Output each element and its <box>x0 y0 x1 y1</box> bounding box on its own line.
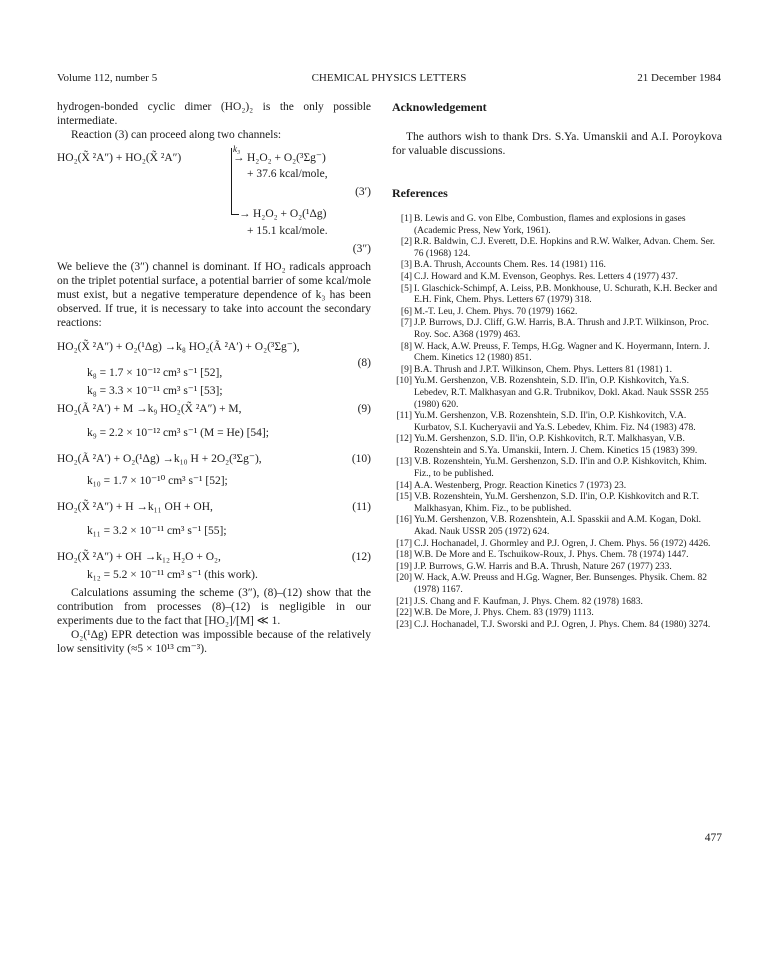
equation-11-number: (11) <box>352 501 371 513</box>
reference-text: R.R. Baldwin, C.J. Everett, D.E. Hopkins and R.W. Walker, Advan. Chem. Ser. 76 (1968) 124. <box>414 237 715 259</box>
reference-number: [5] <box>400 283 412 294</box>
reference-number: [16] <box>396 515 412 526</box>
reaction-3-branch <box>57 144 371 242</box>
reference-number: [19] <box>396 561 412 572</box>
reference-text: Yu.M. Gershenzon, V.B. Rozenshtein, S.D. Il'in, O.P. Kishkovitch, Ya.S. Lebedev, R.T. Malkhasyan and G.R. Trubnikov, Dokl. Akad. Nauk SSSR 255 (1980) 620. <box>414 376 709 410</box>
issue-date: 21 December 1984 <box>637 72 721 84</box>
reaction-3-products-2: H₂O₂ + O₂(¹Δg) <box>253 208 327 220</box>
reference-number: [1] <box>400 214 412 224</box>
reference-number: [9] <box>400 364 412 375</box>
reference-item <box>392 318 722 341</box>
reference-item <box>392 376 722 411</box>
reference-number: [6] <box>400 306 412 317</box>
branch-line <box>231 148 232 214</box>
reference-text: C.J. Hochanadel, J. Ghormley and P.J. Ogren, J. Chem. Phys. 56 (1972) 4426. <box>414 538 711 549</box>
reference-text: V.B. Rozenshtein, Yu.M. Gershenzon, S.D. Il'in and O.P. Kishkovitch, Khim. Fiz., to be published. <box>414 457 707 480</box>
reaction-3-reactants: HO₂(X̃ ²A″) + HO₂(X̃ ²A″) <box>57 152 182 164</box>
reference-number: [15] <box>396 492 412 503</box>
reference-text: B. Lewis and G. von Elbe, Combustion, flames and explosions in gases (Academic Press, New York, 1961). <box>414 214 686 236</box>
rate-k8-2: k₈ = 3.3 × 10⁻¹¹ cm³ s⁻¹ [53]; <box>87 385 223 397</box>
reference-item <box>392 620 722 632</box>
reference-item <box>392 272 722 284</box>
reaction-3-rate-label: k₃ <box>233 144 241 154</box>
reference-item <box>392 284 722 307</box>
equation-11 <box>57 500 371 516</box>
paragraph-calculations: Calculations assuming the scheme (3″), (8)–(12) show that the contribution from processes (8)–(12) is negligible in our experiments due to the fact that [HO₂]/[M] ≪ 1. <box>57 587 371 627</box>
equation-12-number: (12) <box>351 551 371 563</box>
equation-11-text: HO₂(X̃ ²A″) + H →k₁₁ OH + OH, <box>57 501 213 513</box>
left-column <box>57 100 371 656</box>
reference-number: [11] <box>396 411 412 422</box>
equation-12-text: HO₂(X̃ ²A″) + OH →k₁₂ H₂O + O₂, <box>57 551 221 563</box>
equation-9-text: HO₂(Ã ²A′) + M →k₉ HO₂(X̃ ²A″) + M, <box>57 403 242 415</box>
reference-number: [13] <box>396 457 412 468</box>
reference-number: [7] <box>400 318 412 329</box>
rate-k12: k₁₂ = 5.2 × 10⁻¹¹ cm³ s⁻¹ (this work). <box>87 569 258 581</box>
reference-item <box>392 492 722 515</box>
reference-item <box>392 457 722 480</box>
references-heading: References <box>392 186 448 200</box>
reference-number: [2] <box>400 237 412 248</box>
reference-text: B.A. Thrush and J.P.T. Wilkinson, Chem. Phys. Letters 81 (1981) 1. <box>414 364 672 375</box>
reference-number: [4] <box>400 271 412 282</box>
equation-8-text: HO₂(X̃ ²A″) + O₂(¹Δg) →k₈ HO₂(Ã ²A′) + O₂(³Σg⁻), <box>57 341 300 353</box>
reference-number: [20] <box>396 573 412 584</box>
reference-number: [8] <box>400 341 412 352</box>
journal-name: CHEMICAL PHYSICS LETTERS <box>311 72 467 84</box>
reference-text: Yu.M. Gershenzon, S.D. Il'in, O.P. Kishkovitch, R.T. Malkhasyan, V.B. Rozenshtein and S.Ya. Umanskii, Intern. J. Chem. Kinetics 15 (1983) 399. <box>414 434 698 456</box>
volume-info: Volume 112, number 5 <box>57 72 158 84</box>
reference-text: C.J. Hochanadel, T.J. Sworski and P.J. Ogren, J. Phys. Chem. 84 (1980) 3274. <box>414 619 711 630</box>
reference-text: W.B. De More, J. Phys. Chem. 83 (1979) 1113. <box>414 608 594 619</box>
rate-k9: k₉ = 2.2 × 10⁻¹² cm³ s⁻¹ (M = He) [54]; <box>87 427 269 439</box>
reference-item <box>392 597 722 609</box>
equation-10 <box>57 452 371 468</box>
reference-text: I. Glaschick-Schimpf, A. Leiss, P.B. Monkhouse, U. Schurath, K.H. Becker and E.H. Fink, Chem. Phys. Letters 67 (1979) 318. <box>414 283 718 306</box>
reference-item <box>392 515 722 538</box>
equation-8-number-row <box>57 356 371 372</box>
reference-number: [12] <box>396 434 412 445</box>
reference-text: W. Hack, A.W. Preuss and H.Gg. Wagner, Ber. Bunsenges. Physik. Chem. 82 (1978) 1167. <box>414 573 707 595</box>
reference-text: W.B. De More and E. Tschuikow-Roux, J. Phys. Chem. 78 (1974) 1447. <box>414 550 689 561</box>
reference-text: J.P. Burrows, G.W. Harris and B.A. Thrush, Nature 267 (1977) 233. <box>414 561 672 572</box>
reference-number: [17] <box>396 538 412 549</box>
reaction-3-energy-2: + 15.1 kcal/mole. <box>247 225 328 237</box>
rate-k11: k₁₁ = 3.2 × 10⁻¹¹ cm³ s⁻¹ [55]; <box>87 525 227 537</box>
reaction-3-products-1: H₂O₂ + O₂(³Σg⁻) <box>247 152 326 164</box>
right-column <box>392 100 722 631</box>
reference-item <box>392 307 722 319</box>
reaction-3b-number: (3″) <box>352 243 371 255</box>
equation-8 <box>57 340 371 356</box>
equation-12 <box>57 550 371 566</box>
reference-item <box>392 550 722 562</box>
paragraph-intermediate: hydrogen-bonded cyclic dimer (HO₂)₂ is the only possible intermediate. <box>57 101 371 127</box>
rate-k8-1: k₈ = 1.7 × 10⁻¹² cm³ s⁻¹ [52], <box>87 367 223 379</box>
reference-item <box>392 573 722 596</box>
equation-8-number: (8) <box>357 357 371 369</box>
branch-line-horizontal <box>231 214 239 215</box>
arrow-right-icon: → <box>239 208 251 220</box>
reference-text: M.-T. Leu, J. Chem. Phys. 70 (1979) 1662. <box>414 306 578 317</box>
reference-item <box>392 562 722 574</box>
reaction-3a-number: (3′) <box>355 186 371 198</box>
equation-10-number: (10) <box>351 453 371 465</box>
reference-number: [3] <box>400 260 412 271</box>
reference-number: [18] <box>396 550 412 561</box>
reference-item <box>392 237 722 260</box>
equation-9 <box>57 402 371 418</box>
acknowledgement-text: The authors wish to thank Drs. S.Ya. Umanskii and A.I. Poroykova for valuable discussions. <box>392 131 722 157</box>
rate-k10: k₁₀ = 1.7 × 10⁻¹⁰ cm³ s⁻¹ [52]; <box>87 475 228 487</box>
acknowledgement-heading: Acknowledgement <box>392 100 487 114</box>
reference-text: A.A. Westenberg, Progr. Reaction Kinetics 7 (1973) 23. <box>414 480 627 491</box>
reference-number: [21] <box>396 596 412 607</box>
reference-number: [22] <box>396 608 412 619</box>
reference-number: [23] <box>396 619 412 630</box>
reference-item <box>392 608 722 620</box>
reference-item <box>392 434 722 457</box>
reference-text: B.A. Thrush, Accounts Chem. Res. 14 (1981) 116. <box>414 260 606 271</box>
reaction-3-energy-1: + 37.6 kcal/mole, <box>247 168 328 180</box>
paragraph-epr: O₂(¹Δg) EPR detection was impossible because of the relatively low sensitivity (≈5 × 10¹³ cm⁻³). <box>57 629 371 655</box>
reference-list <box>392 214 722 631</box>
reference-item <box>392 214 722 237</box>
arrow-right-icon: → <box>233 152 245 164</box>
reference-item <box>392 539 722 551</box>
reference-text: V.B. Rozenshtein, Yu.M. Gershenzon, S.D. Il'in, O.P. Kishkovitch and R.T. Malkhasyan, Khim. Fiz., to be published. <box>414 492 699 514</box>
reference-item <box>392 481 722 493</box>
page-number: 477 <box>704 832 722 844</box>
reference-number: [14] <box>396 480 412 491</box>
reference-text: J.P. Burrows, D.J. Cliff, G.W. Harris, B.A. Thrush and J.P.T. Wilkinson, Proc. Roy. Soc. A368 (1979) 463. <box>414 318 709 340</box>
running-header <box>57 72 721 88</box>
reference-item <box>392 342 722 365</box>
paragraph-channels: Reaction (3) can proceed along two channels: <box>71 129 282 141</box>
reference-text: W. Hack, A.W. Preuss, F. Temps, H.Gg. Wagner and K. Hoyermann, Intern. J. Chem. Kinetics 12 (1980) 851. <box>414 341 710 364</box>
reference-number: [10] <box>396 376 412 387</box>
reference-item <box>392 365 722 377</box>
reference-text: Yu.M. Gershenzon, V.B. Rozenshtein, A.I. Spasskii and A.M. Kogan, Dokl. Akad. Nauk USSR 205 (1972) 624. <box>414 515 702 538</box>
equation-10-text: HO₂(Ã ²A′) + O₂(¹Δg) →k₁₀ H + 2O₂(³Σg⁻), <box>57 453 262 465</box>
reference-text: J.S. Chang and F. Kaufman, J. Phys. Chem. 82 (1978) 1683. <box>414 596 643 607</box>
paragraph-secondary-reactions: We believe the (3″) channel is dominant. If HO₂ radicals approach on the triplet potential surface, a potential barrier of some kcal/mole must exist, but a negative temperature dependence of k₃ has been observed. If true, it is necessary to take into account the secondary reactions: <box>57 261 371 329</box>
reference-text: C.J. Howard and K.M. Evenson, Geophys. Res. Letters 4 (1977) 437. <box>414 271 678 282</box>
reference-item <box>392 411 722 434</box>
reference-text: Yu.M. Gershenzon, V.B. Rozenshtein, S.D. Il'in, O.P. Kishkovitch, V.A. Kurbatov, S.I. Kucheryavii and Ya.S. Lebedev, Khim. Fiz. N4 (1983) 478. <box>414 411 696 433</box>
reference-item <box>392 260 722 272</box>
equation-9-number: (9) <box>357 403 371 415</box>
